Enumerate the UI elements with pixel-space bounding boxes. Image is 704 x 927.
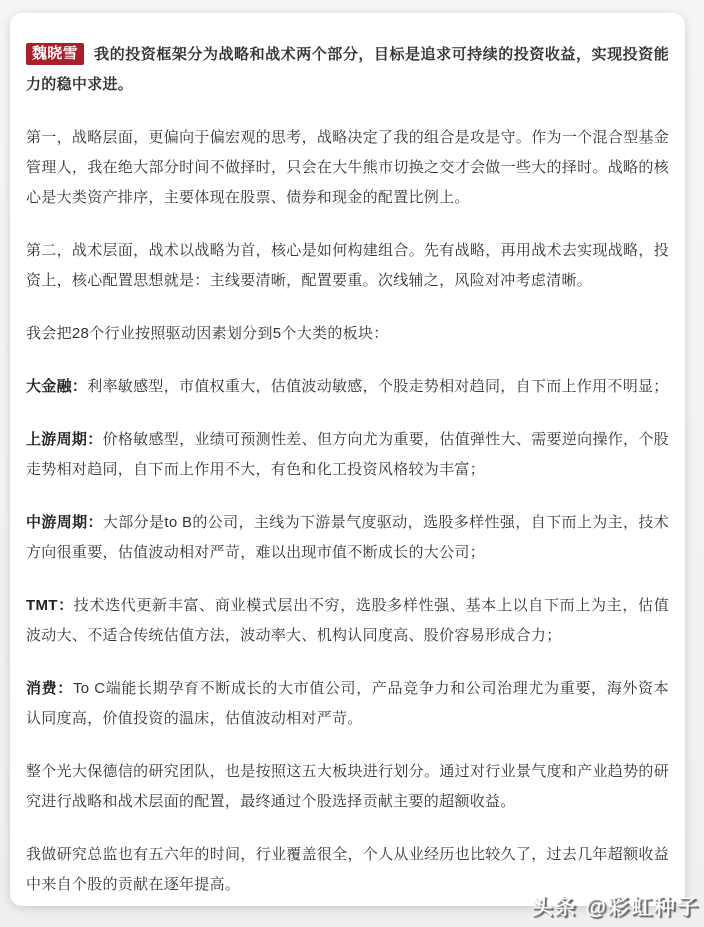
paragraph-strategy: 第一，战略层面，更偏向于偏宏观的思考，战略决定了我的组合是攻是守。作为一个混合型基金管理人，我在绝大部分时间不做择时，只会在大牛熊市切换之交才会做一些大的择时。战略的核心是大类资产排序，主要体现在股票、债券和现金的配置比例上。 [26, 129, 669, 206]
sector-consumer [26, 674, 669, 734]
sector-consumer-label: 消费： [26, 680, 73, 697]
author-badge: 魏晓雪 [26, 43, 84, 65]
article-card [10, 13, 685, 906]
toutiao-watermark: 头条 @彩虹种子 [531, 896, 700, 919]
sector-tmt-text: 技术迭代更新丰富、商业模式层出不穷，选股多样性强、基本上以自下而上为主，估值波动大、不适合传统估值方法，波动率大、机构认同度高、股价容易形成合力； [26, 597, 670, 644]
intro-paragraph [26, 40, 669, 100]
article-body [26, 40, 669, 900]
paragraph-team: 整个光大保德信的研究团队，也是按照这五大板块进行划分。通过对行业景气度和产业趋势的研究进行战略和战术层面的配置，最终通过个股选择贡献主要的超额收益。 [26, 763, 669, 810]
sector-upstream-cycle [26, 425, 669, 485]
sector-finance [26, 372, 669, 402]
sector-midstream-cycle-label: 中游周期： [26, 514, 103, 531]
paragraph-experience: 我做研究总监也有五六年的时间，行业覆盖很全，个人从业经历也比较久了，过去几年超额收益中来自个股的贡献在逐年提高。 [26, 846, 669, 893]
sector-upstream-cycle-text: 价格敏感型，业绩可预测性差、但方向尤为重要，估值弹性大、需要逆向操作，个股走势相对趋同，自下而上作用不大，有色和化工投资风格较为丰富； [26, 431, 669, 478]
sector-midstream-cycle-text: 大部分是to B的公司，主线为下游景气度驱动，选股多样性强，自下而上为主，技术方向很重要，估值波动相对严苛，难以出现市值不断成长的大公司； [26, 514, 669, 561]
intro-text: 我的投资框架分为战略和战术两个部分，目标是追求可持续的投资收益，实现投资能力的稳中求进。 [26, 46, 669, 93]
sector-consumer-text: To C端能长期孕育不断成长的大市值公司，产品竞争力和公司治理尤为重要，海外资本认同度高，价值投资的温床，估值波动相对严苛。 [26, 680, 669, 727]
paragraph-tactics: 第二，战术层面，战术以战略为首，核心是如何构建组合。先有战略，再用战术去实现战略，投资上，核心配置思想就是：主线要清晰，配置要重。次线辅之，风险对冲考虑清晰。 [26, 242, 669, 289]
paragraph-classification: 我会把28个行业按照驱动因素划分到5个大类的板块： [26, 325, 389, 342]
sector-finance-text: 利率敏感型，市值权重大，估值波动敏感，个股走势相对趋同，自下而上作用不明显； [87, 378, 669, 395]
sector-tmt-label: TMT： [26, 597, 74, 614]
sector-tmt [26, 591, 669, 651]
sector-finance-label: 大金融： [26, 378, 88, 395]
sector-midstream-cycle [26, 508, 669, 568]
sector-upstream-cycle-label: 上游周期： [26, 431, 103, 448]
